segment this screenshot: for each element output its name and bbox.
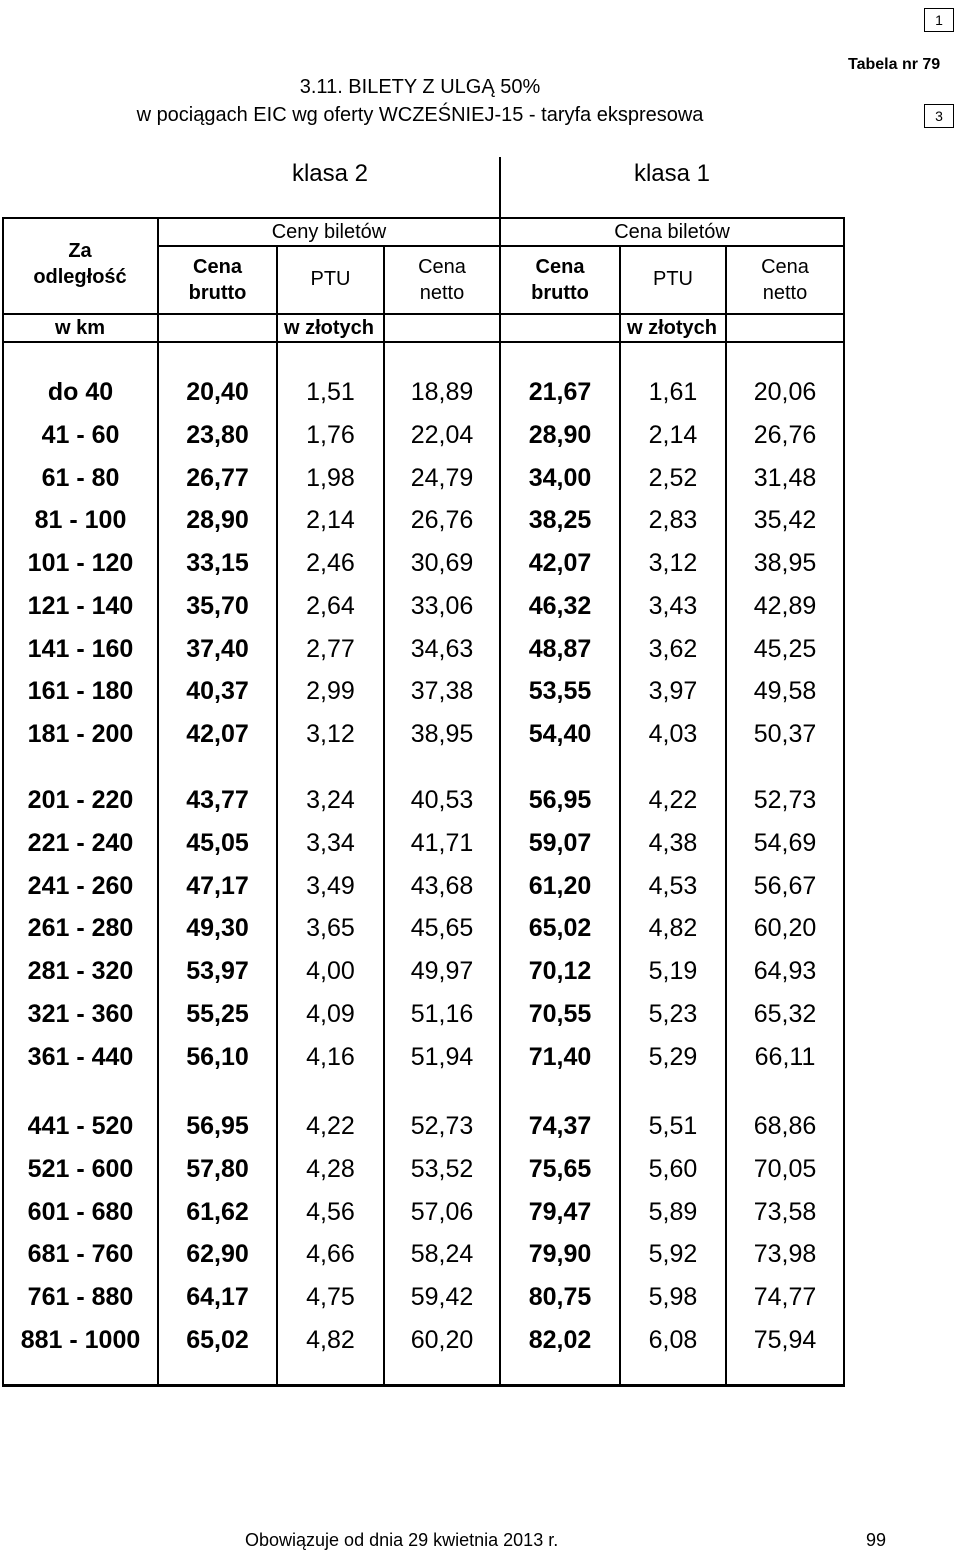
- cell-k2-ptu: 4,82: [306, 1326, 355, 1354]
- header-cena-brutto-k1: Cena: [535, 256, 585, 278]
- cell-k2-netto: 41,71: [410, 829, 474, 857]
- cell-k2-brutto: 45,05: [186, 829, 249, 857]
- cell-k1-brutto: 34,00: [528, 464, 592, 492]
- cell-k1-netto: 73,98: [753, 1240, 817, 1268]
- header-cena-biletow: Cena biletów: [614, 221, 730, 243]
- header-cena-brutto-k2: Cena: [193, 256, 242, 278]
- page-number: 99: [866, 1530, 887, 1550]
- cell-k2-netto: 45,65: [410, 914, 474, 942]
- cell-k2-ptu: 3,49: [306, 872, 355, 900]
- cell-k2-netto: 49,97: [410, 957, 474, 985]
- cell-distance: 41 - 60: [41, 421, 120, 449]
- cell-distance: 601 - 680: [27, 1198, 134, 1226]
- cell-k2-netto: 40,53: [410, 786, 474, 814]
- page-box-bottom: 3: [924, 104, 954, 128]
- cell-k1-brutto: 79,47: [528, 1198, 592, 1226]
- cell-k1-ptu: 4,03: [648, 720, 698, 748]
- cell-distance: 81 - 100: [34, 506, 127, 534]
- cell-k2-netto: 18,89: [410, 378, 474, 406]
- cell-k2-brutto: 26,77: [186, 464, 249, 492]
- cell-k2-netto: 51,16: [410, 1000, 474, 1028]
- cell-k2-netto: 24,79: [410, 464, 474, 492]
- cell-distance: 761 - 880: [27, 1283, 134, 1311]
- cell-k2-brutto: 28,90: [186, 506, 249, 534]
- title-line-2: w pociągach EIC wg oferty WCZEŚNIEJ-15 - taryfa ekspresowa: [136, 104, 704, 126]
- cell-k2-ptu: 3,24: [306, 786, 355, 814]
- cell-k1-netto: 74,77: [753, 1283, 817, 1311]
- header-cena-netto-k2: Cena: [418, 256, 466, 278]
- cell-k1-brutto: 38,25: [528, 506, 592, 534]
- cell-k2-brutto: 42,07: [186, 720, 249, 748]
- cell-k1-brutto: 79,90: [528, 1240, 592, 1268]
- cell-k2-brutto: 62,90: [186, 1240, 249, 1268]
- cell-distance: 241 - 260: [27, 872, 134, 900]
- header-w-zlotych-k1: w złotych: [626, 317, 717, 339]
- cell-k1-netto: 60,20: [753, 914, 817, 942]
- cell-distance: 681 - 760: [27, 1240, 134, 1268]
- cell-k1-ptu: 5,19: [648, 957, 698, 985]
- cell-k1-brutto: 48,87: [528, 635, 592, 663]
- cell-distance: 441 - 520: [27, 1112, 134, 1140]
- header-odleglosc: odległość: [33, 266, 127, 288]
- cell-k2-brutto: 23,80: [186, 421, 249, 449]
- cell-k1-ptu: 4,82: [648, 914, 698, 942]
- cell-k2-netto: 57,06: [410, 1198, 474, 1226]
- cell-k1-ptu: 3,97: [648, 677, 698, 705]
- cell-distance: 321 - 360: [27, 1000, 134, 1028]
- cell-distance: 361 - 440: [27, 1043, 134, 1071]
- cell-k1-netto: 65,32: [753, 1000, 817, 1028]
- cell-k2-brutto: 37,40: [186, 635, 249, 663]
- cell-k1-netto: 35,42: [753, 506, 817, 534]
- cell-k1-brutto: 80,75: [528, 1283, 592, 1311]
- cell-k1-ptu: 2,83: [648, 506, 698, 534]
- footer-validity: Obowiązuje od dnia 29 kwietnia 2013 r.: [245, 1530, 559, 1550]
- klasa-2-heading: klasa 2: [291, 160, 369, 187]
- cell-k1-netto: 66,11: [754, 1043, 816, 1071]
- cell-distance: 61 - 80: [41, 464, 120, 492]
- cell-k2-brutto: 47,17: [186, 872, 249, 900]
- cell-distance: 181 - 200: [27, 720, 134, 748]
- cell-k1-ptu: 2,52: [648, 464, 698, 492]
- cell-k1-ptu: 5,92: [648, 1240, 698, 1268]
- header-za: Za: [68, 240, 92, 262]
- cell-k1-netto: 68,86: [753, 1112, 817, 1140]
- header-netto-k1: netto: [762, 282, 808, 304]
- cell-k1-ptu: 5,60: [648, 1155, 698, 1183]
- cell-k2-ptu: 2,14: [306, 506, 355, 534]
- header-ptu-k2: PTU: [310, 268, 351, 290]
- cell-k1-netto: 20,06: [753, 378, 817, 406]
- cell-k2-brutto: 43,77: [186, 786, 249, 814]
- cell-k1-ptu: 5,51: [648, 1112, 698, 1140]
- cell-k1-netto: 31,48: [753, 464, 817, 492]
- cell-k1-brutto: 46,32: [528, 592, 592, 620]
- cell-k2-ptu: 4,66: [306, 1240, 355, 1268]
- cell-k2-brutto: 33,15: [186, 549, 249, 577]
- cell-k2-brutto: 53,97: [186, 957, 249, 985]
- header-w-km: w km: [54, 317, 106, 339]
- cell-k1-ptu: 5,29: [648, 1043, 698, 1071]
- cell-k2-netto: 52,73: [410, 1112, 474, 1140]
- cell-k2-netto: 26,76: [410, 506, 474, 534]
- cell-k2-ptu: 4,28: [306, 1155, 355, 1183]
- cell-distance: 141 - 160: [27, 635, 134, 663]
- cell-k2-brutto: 49,30: [186, 914, 249, 942]
- cell-k1-netto: 70,05: [753, 1155, 817, 1183]
- cell-k1-brutto: 61,20: [528, 872, 592, 900]
- cell-k2-ptu: 2,99: [306, 677, 355, 705]
- header-brutto-k2: brutto: [188, 282, 247, 304]
- cell-k1-ptu: 4,38: [648, 829, 698, 857]
- cell-distance: 121 - 140: [27, 592, 134, 620]
- cell-k1-brutto: 74,37: [528, 1112, 592, 1140]
- cell-k1-ptu: 6,08: [648, 1326, 698, 1354]
- cell-k1-ptu: 5,89: [648, 1198, 698, 1226]
- cell-k2-netto: 58,24: [410, 1240, 474, 1268]
- cell-k2-ptu: 3,12: [306, 720, 355, 748]
- cell-k1-netto: 52,73: [753, 786, 817, 814]
- cell-k2-netto: 37,38: [410, 677, 474, 705]
- cell-k2-brutto: 65,02: [186, 1326, 249, 1354]
- cell-k1-netto: 75,94: [753, 1326, 817, 1354]
- cell-k1-brutto: 54,40: [528, 720, 592, 748]
- cell-k2-netto: 38,95: [410, 720, 474, 748]
- cell-k2-netto: 34,63: [410, 635, 474, 663]
- cell-k1-ptu: 3,62: [648, 635, 698, 663]
- cell-k2-netto: 60,20: [410, 1326, 474, 1354]
- cell-k2-ptu: 1,98: [306, 464, 355, 492]
- cell-k2-ptu: 2,77: [306, 635, 355, 663]
- klasa-1-heading: klasa 1: [633, 160, 711, 187]
- cell-distance: do 40: [47, 378, 114, 406]
- cell-k2-brutto: 61,62: [186, 1198, 249, 1226]
- page-box-top: 1: [924, 8, 954, 32]
- header-w-zlotych-k2: w złotych: [283, 317, 374, 339]
- header-netto-k2: netto: [419, 282, 465, 304]
- header-ptu-k1: PTU: [653, 268, 693, 290]
- cell-k1-ptu: 1,61: [648, 378, 698, 406]
- cell-k1-netto: 49,58: [753, 677, 817, 705]
- cell-k1-netto: 54,69: [753, 829, 817, 857]
- cell-k2-brutto: 56,10: [186, 1043, 249, 1071]
- cell-distance: 261 - 280: [27, 914, 134, 942]
- cell-k2-netto: 59,42: [410, 1283, 474, 1311]
- cell-k1-ptu: 3,12: [648, 549, 698, 577]
- cell-k2-brutto: 56,95: [186, 1112, 249, 1140]
- title-line-1: 3.11. BILETY Z ULGĄ 50%: [299, 76, 541, 98]
- cell-k1-brutto: 71,40: [528, 1043, 592, 1071]
- cell-k2-brutto: 64,17: [186, 1283, 249, 1311]
- cell-k2-ptu: 1,51: [306, 378, 355, 406]
- cell-k1-netto: 45,25: [753, 635, 817, 663]
- cell-k2-brutto: 20,40: [186, 378, 249, 406]
- cell-k1-brutto: 28,90: [528, 421, 592, 449]
- cell-k1-netto: 42,89: [753, 592, 817, 620]
- cell-k1-ptu: 3,43: [648, 592, 698, 620]
- cell-k2-ptu: 4,00: [306, 957, 355, 985]
- header-brutto-k1: brutto: [531, 282, 589, 304]
- cell-k1-brutto: 75,65: [528, 1155, 592, 1183]
- cell-k1-ptu: 2,14: [648, 421, 698, 449]
- header-cena-netto-k1: Cena: [761, 256, 809, 278]
- cell-distance: 281 - 320: [27, 957, 134, 985]
- cell-k2-brutto: 40,37: [186, 677, 249, 705]
- cell-k2-ptu: 2,46: [306, 549, 355, 577]
- cell-k1-brutto: 56,95: [528, 786, 592, 814]
- cell-k1-netto: 38,95: [753, 549, 817, 577]
- cell-k1-netto: 56,67: [753, 872, 817, 900]
- cell-distance: 221 - 240: [27, 829, 134, 857]
- cell-distance: 201 - 220: [27, 786, 134, 814]
- cell-k2-netto: 51,94: [410, 1043, 474, 1071]
- cell-k1-brutto: 42,07: [528, 549, 592, 577]
- cell-k2-ptu: 4,56: [306, 1198, 355, 1226]
- cell-k2-ptu: 4,75: [306, 1283, 355, 1311]
- cell-distance: 881 - 1000: [20, 1326, 141, 1354]
- cell-k1-brutto: 70,55: [528, 1000, 592, 1028]
- cell-k1-netto: 50,37: [753, 720, 817, 748]
- cell-k2-ptu: 4,16: [306, 1043, 355, 1071]
- cell-k2-ptu: 4,09: [306, 1000, 355, 1028]
- cell-k1-netto: 26,76: [753, 421, 817, 449]
- cell-k1-ptu: 4,22: [648, 786, 698, 814]
- cell-k1-brutto: 53,55: [528, 677, 592, 705]
- cell-k1-netto: 64,93: [753, 957, 817, 985]
- cell-k1-ptu: 4,53: [648, 872, 698, 900]
- cell-k1-brutto: 65,02: [528, 914, 592, 942]
- cell-k2-brutto: 35,70: [186, 592, 249, 620]
- cell-k2-netto: 30,69: [410, 549, 474, 577]
- cell-k1-ptu: 5,98: [648, 1283, 698, 1311]
- cell-k2-brutto: 55,25: [186, 1000, 249, 1028]
- cell-distance: 161 - 180: [27, 677, 134, 705]
- cell-k1-brutto: 70,12: [528, 957, 592, 985]
- cell-k2-netto: 43,68: [410, 872, 474, 900]
- cell-k1-ptu: 5,23: [648, 1000, 698, 1028]
- cell-k2-netto: 22,04: [410, 421, 474, 449]
- header-ceny-biletow: Ceny biletów: [271, 221, 387, 243]
- cell-distance: 101 - 120: [27, 549, 134, 577]
- cell-k2-brutto: 57,80: [186, 1155, 249, 1183]
- cell-k2-ptu: 2,64: [306, 592, 355, 620]
- cell-distance: 521 - 600: [27, 1155, 134, 1183]
- cell-k1-brutto: 21,67: [528, 378, 592, 406]
- cell-k2-ptu: 4,22: [306, 1112, 355, 1140]
- cell-k2-netto: 33,06: [410, 592, 474, 620]
- cell-k1-brutto: 82,02: [528, 1326, 592, 1354]
- cell-k1-brutto: 59,07: [528, 829, 592, 857]
- cell-k2-ptu: 3,34: [306, 829, 355, 857]
- cell-k2-ptu: 1,76: [306, 421, 355, 449]
- cell-k2-netto: 53,52: [410, 1155, 474, 1183]
- table-label: Tabela nr 79: [848, 56, 941, 73]
- cell-k2-ptu: 3,65: [306, 914, 355, 942]
- cell-k1-netto: 73,58: [753, 1198, 817, 1226]
